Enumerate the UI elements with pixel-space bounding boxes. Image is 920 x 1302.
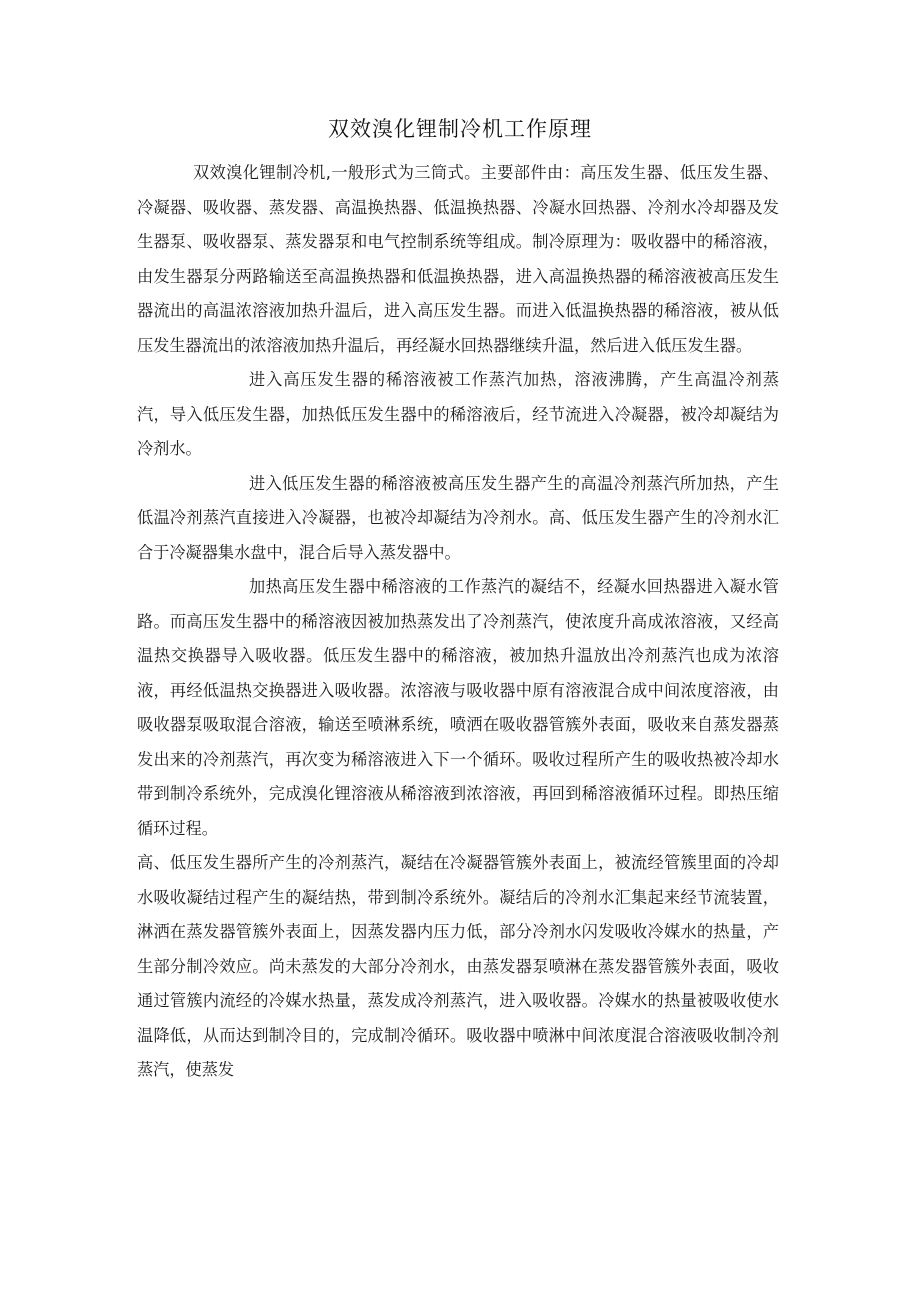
paragraph-4: 加热高压发生器中稀溶液的工作蒸汽的凝结不，经凝水回热器进入凝水管路。而高压发生器中的稀溶液因被加热蒸发出了冷剂蒸汽，使浓度升高成浓溶液，又经高温热交换器导入吸收器。低压发生器中的稀溶液，被加热升温放出冷剂蒸汽也成为浓溶液，再经低温热交换器进入吸收器。浓溶液与吸收器中原有溶液混合成中间浓度溶液，由吸收器泵吸取混合溶液，输送至喷淋系统，喷洒在吸收器管簇外表面，吸收来自蒸发器蒸发出来的冷剂蒸汽，再次变为稀溶液进入下一个循环。吸收过程所产生的吸收热被冷却水带到制冷系统外，完成溴化锂溶液从稀溶液到浓溶液，再回到稀溶液循环过程。即热压缩循环过程。 <box>137 577 779 838</box>
paragraph-3: 进入低压发生器的稀溶液被高压发生器产生的高温冷剂蒸汽所加热，产生低温冷剂蒸汽直接进入冷凝器，也被冷却凝结为冷剂水。高、低压发生器产生的冷剂水汇合于冷凝器集水盘中，混合后导入蒸发器中。 <box>137 473 779 562</box>
paragraph-2: 进入高压发生器的稀溶液被工作蒸汽加热，溶液沸腾，产生高温冷剂蒸汽，导入低压发生器，加热低压发生器中的稀溶液后，经节流进入冷凝器，被冷却凝结为冷剂水。 <box>137 370 779 458</box>
paragraph-1: 双效溴化锂制冷机,一般形式为三筒式。主要部件由：高压发生器、低压发生器、冷凝器、吸收器、蒸发器、高温换热器、低温换热器、冷凝水回热器、冷剂水冷却器及发生器泵、吸收器泵、蒸发器泵和电气控制系统等组成。制冷原理为：吸收器中的稀溶液，由发生器泵分两路输送至高温换热器和低温换热器，进入高温换热器的稀溶液被高压发生器流出的高温浓溶液加热升温后，进入高压发生器。而进入低温换热器的稀溶液，被从低压发生器流出的浓溶液加热升温后，再经凝水回热器继续升温，然后进入低压发生器。 <box>137 163 779 355</box>
document-body <box>137 156 779 1088</box>
paragraph-5: 高、低压发生器所产生的冷剂蒸汽，凝结在冷凝器管簇外表面上，被流经管簇里面的冷却水吸收凝结过程产生的凝结热，带到制冷系统外。凝结后的冷剂水汇集起来经节流装置，淋洒在蒸发器管簇外表面上，因蒸发器内压力低，部分冷剂水闪发吸收冷媒水的热量，产生部分制冷效应。尚未蒸发的大部分冷剂水，由蒸发器泵喷淋在蒸发器管簇外表面，吸收通过管簇内流经的冷媒水热量，蒸发成冷剂蒸汽，进入吸收器。冷媒水的热量被吸收使水温降低，从而达到制冷目的，完成制冷循环。吸收器中喷淋中间浓度混合溶液吸收制冷剂蒸汽，使蒸发 <box>137 853 779 1079</box>
document-title: 双效溴化锂制冷机工作原理 <box>328 117 592 141</box>
